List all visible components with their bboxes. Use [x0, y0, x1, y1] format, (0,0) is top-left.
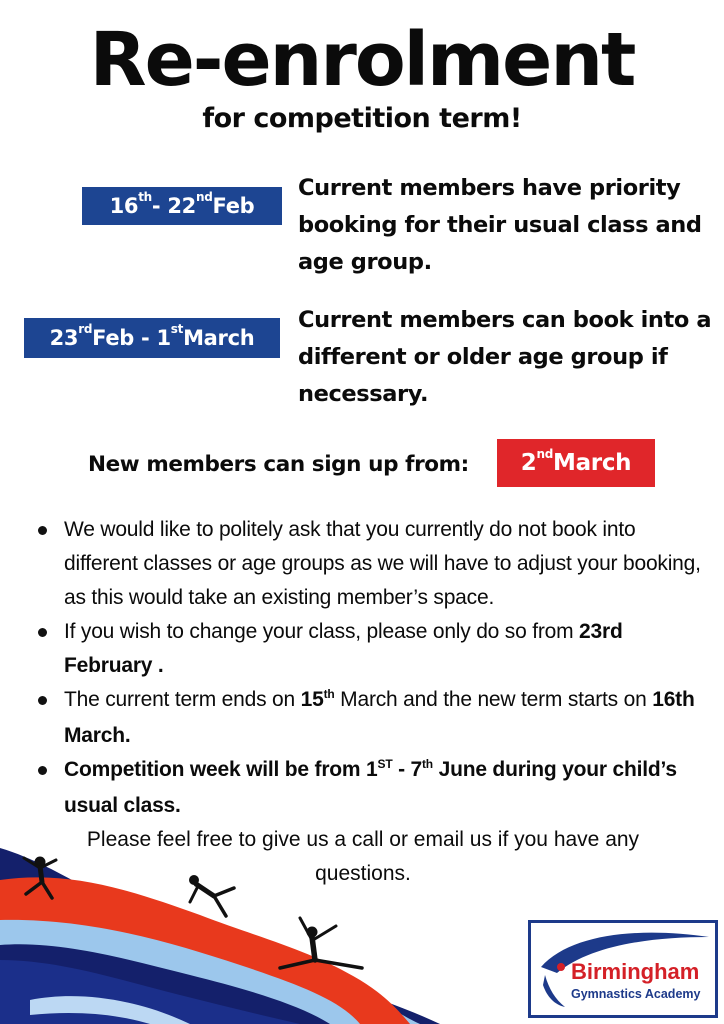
bullet-text: We would like to politely ask that you currently do not book into different classes or age groups as we will have to adjust your booking, as this would take an existing member’s space.	[64, 518, 701, 609]
bullet-dot	[38, 696, 47, 705]
logo-dot	[557, 963, 565, 971]
new-members-label: New members can sign up from:	[88, 452, 469, 477]
date-suffix: th	[323, 687, 335, 701]
academy-logo	[528, 920, 718, 1018]
date-text: March	[553, 450, 632, 476]
date-suffix: th	[422, 757, 433, 771]
date-badge-change-group	[24, 318, 280, 358]
logo-name: Birmingham	[571, 959, 700, 984]
bullet-text: March and the new term starts on	[334, 688, 653, 711]
date-text: March	[183, 326, 255, 350]
change-group-text: Current members can book into a different or older age group if necessary.	[298, 307, 712, 407]
page-title: Re-enrolment	[89, 17, 635, 103]
date-text: Feb - 1	[92, 326, 171, 350]
logo-swoosh-lower	[543, 975, 565, 1007]
bullet-bold-text: - 7	[392, 758, 423, 781]
date-suffix: th	[138, 190, 152, 204]
date-text: 2	[520, 450, 537, 476]
date-text: Feb	[212, 194, 255, 218]
footer-note: Please feel free to give us a call or email us if you have any questions.	[86, 828, 640, 885]
bullet-text: The current term ends on	[64, 688, 301, 711]
date-badge-new-members	[497, 439, 655, 487]
page-subtitle: for competition term!	[202, 103, 522, 134]
bullet-dot	[38, 766, 47, 775]
list-item	[34, 683, 710, 753]
priority-booking-text: Current members have priority booking for their usual class and age group.	[298, 175, 702, 275]
bullet-dot	[38, 526, 47, 535]
date-suffix: nd	[195, 190, 213, 204]
date-suffix: ST	[377, 757, 393, 771]
info-list	[34, 513, 710, 823]
bullet-bold-text: June during your child’s usual class.	[64, 758, 677, 817]
list-item	[34, 615, 710, 683]
bullet-dot	[38, 628, 47, 637]
date-text: 16	[109, 194, 139, 218]
bullet-bold-text: 15	[300, 688, 324, 711]
date-text: - 22	[151, 194, 196, 218]
logo-subtitle: Gymnastics Academy	[571, 987, 701, 1001]
bullet-bold-text: Competition week will be from 1	[64, 758, 378, 781]
date-text: 23	[49, 326, 79, 350]
bullet-text: If you wish to change your class, please only do so from	[64, 620, 580, 643]
bullet-bold-text: 16th March.	[64, 688, 695, 747]
date-suffix: st	[170, 322, 184, 336]
bullet-bold-text: 23rd February .	[64, 620, 623, 677]
date-suffix: rd	[78, 322, 93, 336]
date-badge-priority	[82, 187, 282, 225]
list-item	[34, 753, 710, 823]
date-suffix: nd	[536, 447, 553, 461]
list-item	[34, 513, 710, 615]
